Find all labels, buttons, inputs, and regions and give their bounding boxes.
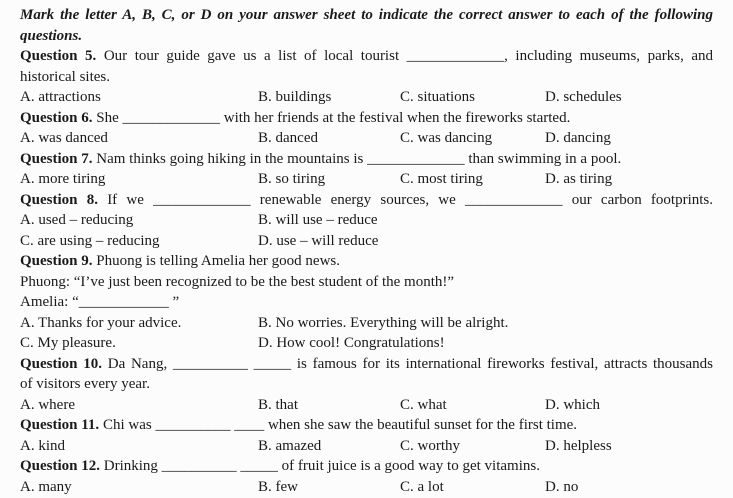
question-9-stem-text: Phuong is telling Amelia her good news. bbox=[96, 253, 340, 269]
question-5-options bbox=[20, 87, 713, 108]
question-9-option-b: B. No worries. Everything will be alright. bbox=[258, 314, 509, 331]
question-12-option-c: C. a lot bbox=[400, 478, 444, 495]
question-7-options bbox=[20, 169, 713, 190]
question-11-stem bbox=[20, 415, 713, 436]
question-5-option-d: D. schedules bbox=[545, 89, 622, 105]
question-11-options bbox=[20, 436, 713, 457]
question-6 bbox=[20, 108, 713, 149]
question-6-option-b: B. danced bbox=[258, 130, 318, 146]
question-5-option-a: A. attractions bbox=[20, 89, 101, 105]
question-7-option-a: A. more tiring bbox=[20, 171, 106, 187]
question-12-number: Question 12. bbox=[20, 458, 101, 474]
question-9-number: Question 9. bbox=[20, 253, 93, 269]
question-6-option-a: A. was danced bbox=[20, 130, 108, 146]
question-10-option-c: C. what bbox=[400, 396, 447, 413]
question-10-options bbox=[20, 395, 713, 416]
question-8-option-a: A. used – reducing bbox=[20, 212, 134, 228]
question-12-option-a: A. many bbox=[20, 478, 72, 495]
question-12 bbox=[20, 456, 713, 497]
question-10 bbox=[20, 354, 713, 416]
question-11-option-c: C. worthy bbox=[400, 437, 460, 454]
question-12-options bbox=[20, 477, 713, 498]
question-7-option-d: D. as tiring bbox=[545, 171, 613, 187]
question-9-options-row2 bbox=[20, 333, 713, 354]
question-8 bbox=[20, 190, 713, 252]
question-9 bbox=[20, 251, 713, 354]
question-5-stem-line1 bbox=[20, 46, 713, 67]
question-6-option-c: C. was dancing bbox=[400, 130, 493, 146]
question-5-stem-line2: historical sites. bbox=[20, 68, 110, 85]
question-8-option-c: C. are using – reducing bbox=[20, 232, 160, 249]
question-11-option-d: D. helpless bbox=[545, 437, 612, 454]
question-7-number: Question 7. bbox=[20, 150, 93, 167]
instructions-line1: Mark the letter A, B, C, or D on your answer sheet to indicate the correct answer to each of the following bbox=[20, 7, 713, 23]
question-9-option-a: A. Thanks for your advice. bbox=[20, 314, 182, 331]
question-9-stem bbox=[20, 251, 713, 272]
question-9-dialogue-amelia: Amelia: “____________ ” bbox=[20, 294, 180, 310]
question-10-stem-line2: of visitors every year. bbox=[20, 376, 150, 392]
question-12-stem-text: Drinking __________ _____ of fruit juice is a good way to get vitamins. bbox=[103, 458, 540, 474]
question-8-options-row2 bbox=[20, 231, 713, 252]
question-8-option-b: B. will use – reduce bbox=[258, 212, 378, 228]
question-6-stem bbox=[20, 108, 713, 129]
question-11 bbox=[20, 415, 713, 456]
question-8-stem-text: If we _____________ renewable energy sources, we _____________ our carbon footprints. bbox=[107, 191, 714, 208]
question-7 bbox=[20, 149, 713, 190]
question-7-stem-text: Nam thinks going hiking in the mountains is _____________ than swimming in a pool. bbox=[96, 150, 622, 167]
question-11-number: Question 11. bbox=[20, 417, 100, 433]
question-5-option-b: B. buildings bbox=[258, 89, 332, 105]
question-12-stem bbox=[20, 456, 713, 477]
question-11-option-b: B. amazed bbox=[258, 437, 322, 454]
question-10-number: Question 10. bbox=[20, 355, 102, 372]
question-10-option-d: D. which bbox=[545, 396, 600, 413]
question-7-option-b: B. so tiring bbox=[258, 171, 326, 187]
question-9-option-c: C. My pleasure. bbox=[20, 335, 116, 351]
question-10-option-b: B. that bbox=[258, 396, 298, 413]
instructions-line2: questions. bbox=[20, 27, 83, 44]
question-12-option-d: D. no bbox=[545, 478, 579, 495]
question-10-option-a: A. where bbox=[20, 396, 75, 413]
question-10-stem-text: Da Nang, __________ _____ is famous for its international fireworks festival, attracts thousands bbox=[107, 355, 714, 372]
question-9-option-d: D. How cool! Congratulations! bbox=[258, 335, 445, 351]
question-10-stem-line1 bbox=[20, 354, 713, 375]
question-8-stem bbox=[20, 190, 713, 211]
question-12-option-b: B. few bbox=[258, 478, 298, 495]
question-6-stem-text: She _____________ with her friends at the festival when the fireworks started. bbox=[96, 109, 571, 126]
question-6-option-d: D. dancing bbox=[545, 130, 611, 146]
question-9-options-row1 bbox=[20, 313, 713, 334]
question-8-option-d: D. use – will reduce bbox=[258, 232, 379, 249]
question-5 bbox=[20, 46, 713, 108]
question-7-stem bbox=[20, 149, 713, 170]
question-9-dialogue-phuong: Phuong: “I’ve just been recognized to be the best student of the month!” bbox=[20, 273, 455, 290]
question-11-option-a: A. kind bbox=[20, 437, 65, 454]
question-8-options-row1 bbox=[20, 210, 713, 231]
question-6-number: Question 6. bbox=[20, 109, 93, 126]
question-7-option-c: C. most tiring bbox=[400, 171, 483, 187]
question-8-number: Question 8. bbox=[20, 191, 98, 208]
question-5-option-c: C. situations bbox=[400, 89, 476, 105]
question-11-stem-text: Chi was __________ ____ when she saw the beautiful sunset for the first time. bbox=[102, 417, 578, 433]
question-5-number: Question 5. bbox=[20, 48, 97, 64]
question-6-options bbox=[20, 128, 713, 149]
question-5-stem-text: Our tour guide gave us a list of local tourist _____________, including museums, parks, and bbox=[103, 48, 714, 64]
